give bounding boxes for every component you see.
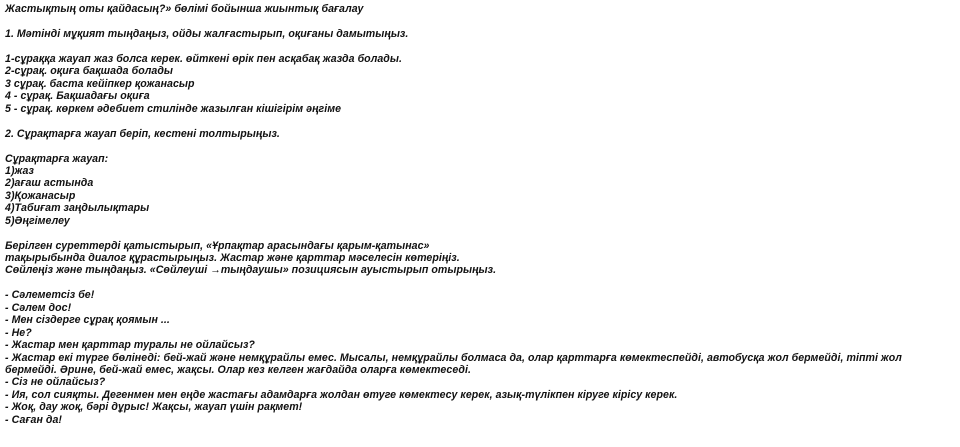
- task1-answer-line: 2-сұрақ. оқиға бақшада болады: [5, 65, 174, 78]
- dialog-line: - Сіз не ойлайсыз?: [5, 376, 106, 389]
- spacer: [5, 227, 960, 240]
- dialog-line: - Жастар мен қарттар туралы не ойлайсыз?: [5, 339, 255, 352]
- spacer: [5, 140, 960, 153]
- dialog-line: - Не?: [5, 326, 32, 339]
- dialog-line: - Саған да!: [5, 413, 63, 426]
- dialog-line: - Сәлем дос!: [5, 301, 72, 314]
- task2-answers-label: Сұрақтарға жауап:: [5, 152, 109, 165]
- task2-answer: 4)Табиғат заңдылықтары: [5, 202, 150, 215]
- task2-answer: 1)жаз: [5, 165, 34, 178]
- task2-answer: 2)ағаш астында: [5, 177, 94, 190]
- dialog-line: - Жастар екі түрге бөлінеді: бей-жай және немқұрайлы емес. Мысалы, немқұрайлы болмаса да, олар қарттарға көмектеспейді, автобусқа жол бермейді, тіпті жол: [5, 351, 902, 364]
- task3-instruction-line: Берілген суреттерді қатыстырып, «Ұрпақтар арасындағы қарым-қатынас»: [5, 239, 430, 252]
- spacer: [5, 15, 960, 28]
- task1-answer-line: 5 - сұрақ. көркем әдебиет стилінде жазылған кішігірім әңгіме: [5, 102, 342, 115]
- task1-answer-line: 4 - сұрақ. Бақшадағы оқиға: [5, 90, 150, 103]
- task3-instruction-line: Сөйлеңіз және тыңдаңыз. «Сөйлеуші →тыңдаушы» позициясын ауыстырып отырыңыз.: [5, 264, 497, 277]
- document-title: Жастықтың оты қайдасың?» бөлімі бойынша жиынтық бағалау: [5, 3, 364, 15]
- dialog-line: - Жоқ, дау жоқ, бәрі дұрыс! Жақсы, жауап үшін рақмет!: [5, 401, 303, 414]
- task1-heading: 1. Мәтінді мұқият тыңдаңыз, ойды жалғастырып, оқиғаны дамытыңыз.: [5, 28, 409, 40]
- task2-answer: 3)Қожанасыр: [5, 189, 76, 202]
- task1-answer-line: 1-сұраққа жауап жаз болса керек. өйткені өрік пен асқабақ жазда болады.: [5, 53, 402, 65]
- spacer: [5, 277, 960, 290]
- task1-answer-line: 3 сұрақ. баста кейіпкер қожанасыр: [5, 77, 195, 90]
- dialog-line: - Ия, сол сияқты. Дегенмен мен еңде жастағы адамдарға жолдан өтуге көмектесу керек, азық-түлікпен кіруге кірісу керек.: [5, 388, 678, 401]
- task3-instruction-line: тақырыбында диалог құрастырыңыз. Жастар және қарттар мәселесін көтеріңіз.: [5, 252, 460, 265]
- task2-answer: 5)Әңгімелеу: [5, 214, 70, 227]
- spacer: [5, 115, 960, 128]
- task2-heading: 2. Сұрақтарға жауап беріп, кестені толтырыңыз.: [5, 127, 280, 140]
- dialog-line: бермейді. Әрине, бей-жай емес, жақсы. Олар кез келген жағдайда оларға көмектеседі.: [5, 363, 471, 376]
- dialog-line: - Сәлеметсіз бе!: [5, 289, 95, 302]
- dialog-line: - Мен сіздерге сұрақ қоямын ...: [5, 314, 170, 327]
- spacer: [5, 40, 960, 53]
